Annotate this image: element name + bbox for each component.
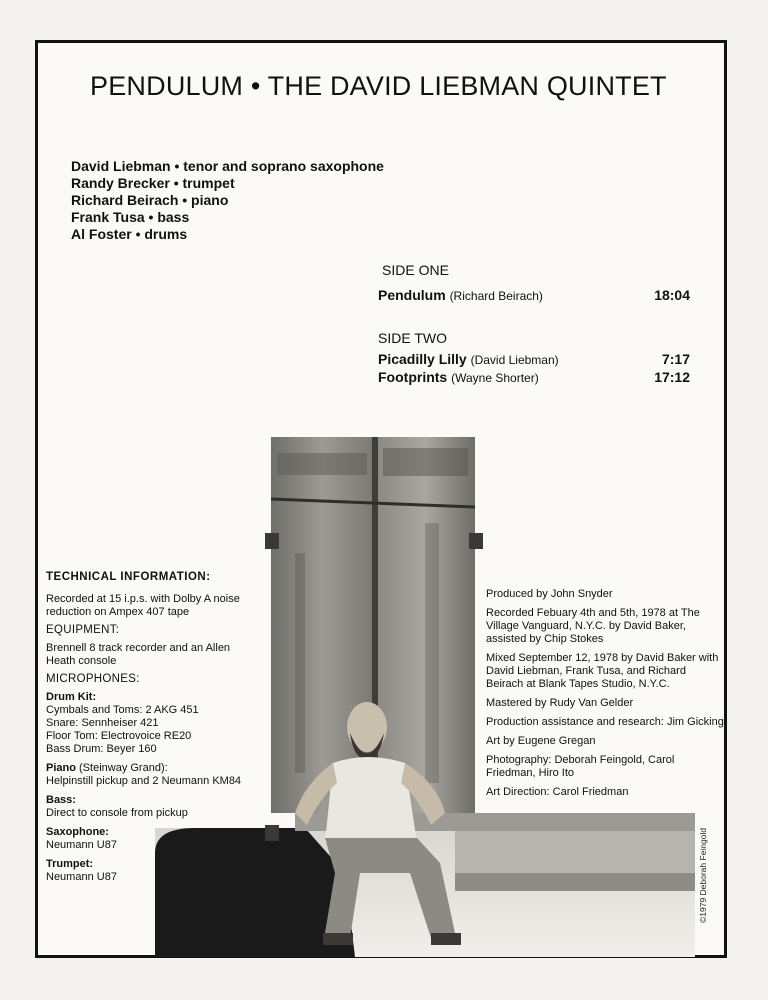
drum-kit-block [46,691,246,756]
drum-kit-line: Snare: Sennheiser 421 [46,717,159,729]
trumpet-label: Trumpet: [46,858,94,870]
photo-credit: ©1979 Deborah Feingold [698,827,708,923]
credit-line: Photography: Deborah Feingold, Carol Friedman, Hiro Ito [486,754,675,779]
saxophone-block [46,826,246,852]
equipment-heading: EQUIPMENT: [46,624,120,636]
personnel-item: Richard Beirach • piano [71,192,229,208]
credit-line: Art Direction: Carol Friedman [486,786,629,798]
drum-kit-line: Floor Tom: Electrovoice RE20 [46,730,192,742]
trumpet-block [46,858,246,884]
side-two-heading: SIDE TWO [378,330,447,346]
track-title: Pendulum [378,287,446,303]
track-row [378,287,690,303]
drum-kit-line: Cymbals and Toms: 2 AKG 451 [46,704,199,716]
bass-label: Bass: [46,794,76,806]
bass-mics: Direct to console from pickup [46,807,188,819]
technical-heading: TECHNICAL INFORMATION: [46,571,211,583]
track-time: 18:04 [654,287,690,303]
album-title: PENDULUM • THE DAVID LIEBMAN QUINTET [90,71,667,101]
trumpet-mics: Neumann U87 [46,871,117,883]
personnel-item: Frank Tusa • bass [71,209,190,225]
personnel-item: Randy Brecker • trumpet [71,175,235,191]
credit-line: Art by Eugene Gregan [486,735,596,747]
track-composer: (Richard Beirach) [449,289,543,303]
personnel-item: David Liebman • tenor and soprano saxophone [71,158,384,174]
recording-note: Recorded at 15 i.p.s. with Dolby A noise reduction on Ampex 407 tape [46,593,240,618]
equipment-note: Brennell 8 track recorder and an Allen Heath console [46,642,231,667]
track-time: 17:12 [654,369,690,385]
track-row [378,369,690,385]
piano-mics: Helpinstill pickup and 2 Neumann KM84 [46,775,242,787]
credit-line: Produced by John Snyder [486,588,613,600]
personnel-list [71,158,384,243]
track-time: 7:17 [661,351,690,367]
drum-kit-line: Bass Drum: Beyer 160 [46,743,157,755]
production-credits [486,588,726,805]
track-composer: (David Liebman) [470,353,559,367]
track-title: Footprints [378,369,448,385]
credit-line: Mastered by Rudy Van Gelder [486,697,634,709]
personnel-item: Al Foster • drums [71,226,188,242]
saxophone-label: Saxophone: [46,826,109,838]
liner-notes-frame [35,40,727,958]
track-composer: (Wayne Shorter) [451,371,539,385]
technical-information [46,571,246,890]
piano-label: Piano [46,762,76,774]
track-title: Picadilly Lilly [378,351,467,367]
bass-block [46,794,246,820]
saxophone-mics: Neumann U87 [46,839,117,851]
credit-line: Production assistance and research: Jim Gicking [486,716,724,728]
credit-line: Recorded Febuary 4th and 5th, 1978 at The Village Vanguard, N.Y.C. by David Baker, assisted by Chip Stokes [486,607,700,645]
credit-line: Mixed September 12, 1978 by David Baker with David Liebman, Frank Tusa, and Richard Beirach at Blank Tapes Studio, N.Y.C. [486,652,719,690]
side-one-heading: SIDE ONE [382,262,449,278]
drum-kit-label: Drum Kit: [46,691,97,703]
piano-note: (Steinway Grand): [79,762,168,774]
piano-block [46,762,246,788]
track-row [378,351,690,367]
microphones-heading: MICROPHONES: [46,673,140,685]
